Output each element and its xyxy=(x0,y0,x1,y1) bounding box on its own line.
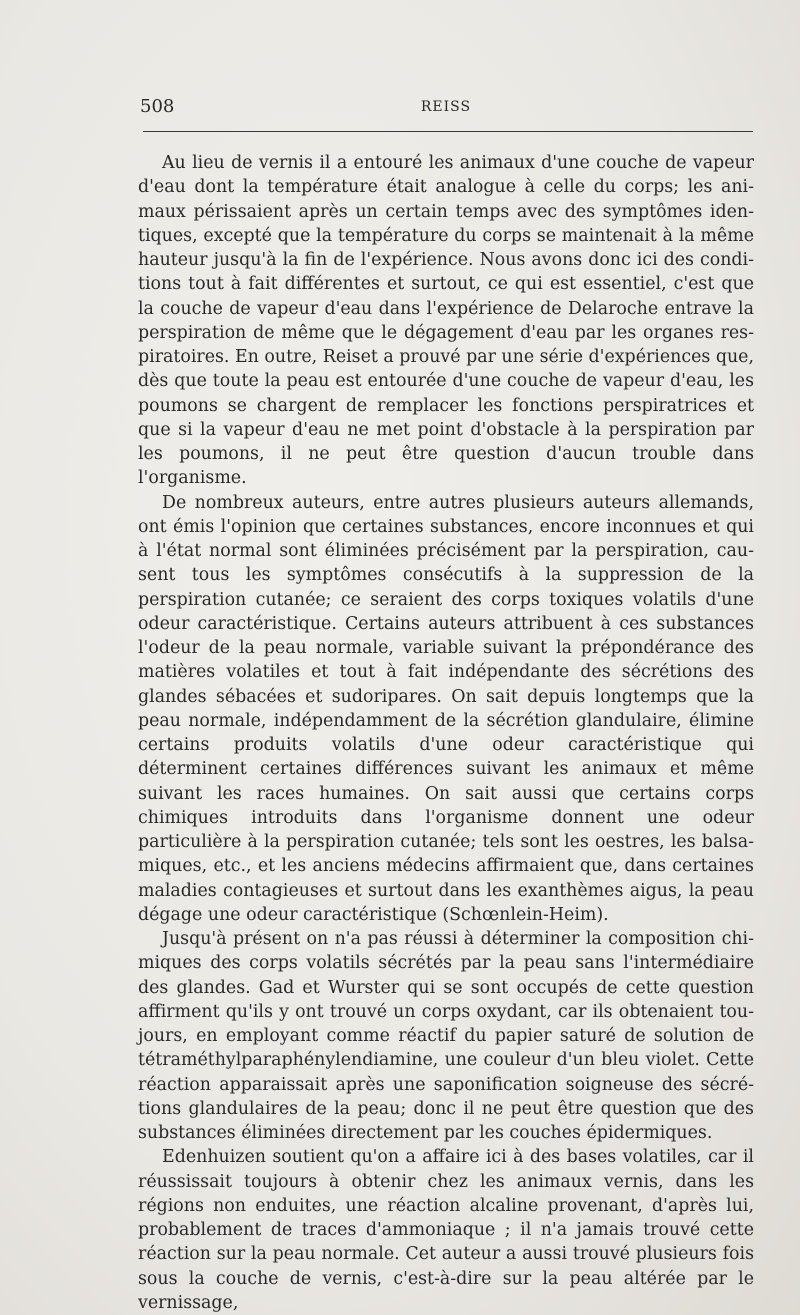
page-header xyxy=(140,96,752,120)
page-number: 508 xyxy=(140,96,175,117)
header-rule xyxy=(143,131,753,132)
paragraph: Edenhuizen soutient qu'on a affaire ici à des bases volatiles, car il réussissait toujours à obtenir chez les animaux vernis, dans les régions non enduites, une réaction alcaline provenant, d'après lui, probablement de traces d'ammoniaque ; il n'a jamais trouvé cette réaction sur la peau normale. Cet auteur a aussi trouvé plusieurs fois sous la couche de vernis, c'est-à-dire sur la peau altérée par le vernissage, xyxy=(138,1147,754,1313)
paragraph: Jusqu'à présent on n'a pas réussi à déterminer la composition chimiques des corps volatils sécrétés par la peau sans l'intermédiaire des glandes. Gad et Wurster qui se sont occupés de cette question affirment qu'ils y ont trouvé un corps oxydant, car ils obtenaient toujours, en employant comme réactif du papier saturé de solution de tétraméthylparaphénylendiamine, une couleur d'un bleu violet. Cette réaction apparaissait après une saponification soigneuse des sécrétions glandulaires de la peau; donc il ne peut être question que des substances éliminées directement par les couches épidermiques. xyxy=(138,929,754,1143)
body-text xyxy=(138,151,754,1315)
running-head: REISS xyxy=(420,99,472,115)
paragraph: Au lieu de vernis il a entouré les animaux d'une couche de vapeur d'eau dont la température était analogue à celle du corps; les animaux périssaient après un certain temps avec des symptômes identiques, excepté que la température du corps se maintenait à la même hauteur jusqu'à la fin de l'expérience. Nous avons donc ici des conditions tout à fait différentes et surtout, ce qui est essentiel, c'est que la couche de vapeur d'eau dans l'expérience de Delaroche entrave la perspiration de même que le dégagement d'eau par les organes respiratoires. En outre, Reiset a prouvé par une série d'expériences que, dès que toute la peau est entourée d'une couche de vapeur d'eau, les poumons se chargent de remplacer les fonctions perspiratrices et que si la vapeur d'eau ne met point d'obstacle à la perspiration par les poumons, il ne peut être question d'aucun trouble dans l'organisme. xyxy=(138,153,754,489)
paragraph: De nombreux auteurs, entre autres plusieurs auteurs allemands, ont émis l'opinion que certaines substances, encore inconnues et qui à l'état normal sont éliminées précisément par la perspiration, causent tous les symptômes consécutifs à la suppression de la perspiration cutanée; ce seraient des corps toxiques volatils d'une odeur caractéristique. Certains auteurs attribuent à ces substances l'odeur de la peau normale, variable suivant la prépondérance des matières volatiles et tout à fait indépendante des sécrétions des glandes sébacées et sudoripares. On sait depuis longtemps que la peau normale, indépendamment de la sécrétion glandulaire, élimine certains produits volatils d'une odeur caractéristique qui déterminent certaines différences suivant les animaux et même suivant les races humaines. On sait aussi que certains corps chimiques introduits dans l'organisme donnent une odeur particulière à la perspiration cutanée; tels sont les oestres, les balsamiques, etc., et les anciens médecins affirmaient que, dans certaines maladies contagieuses et surtout dans les exanthèmes aigus, la peau dégage une odeur caractéristique (Schœnlein-Heim). xyxy=(138,492,754,925)
